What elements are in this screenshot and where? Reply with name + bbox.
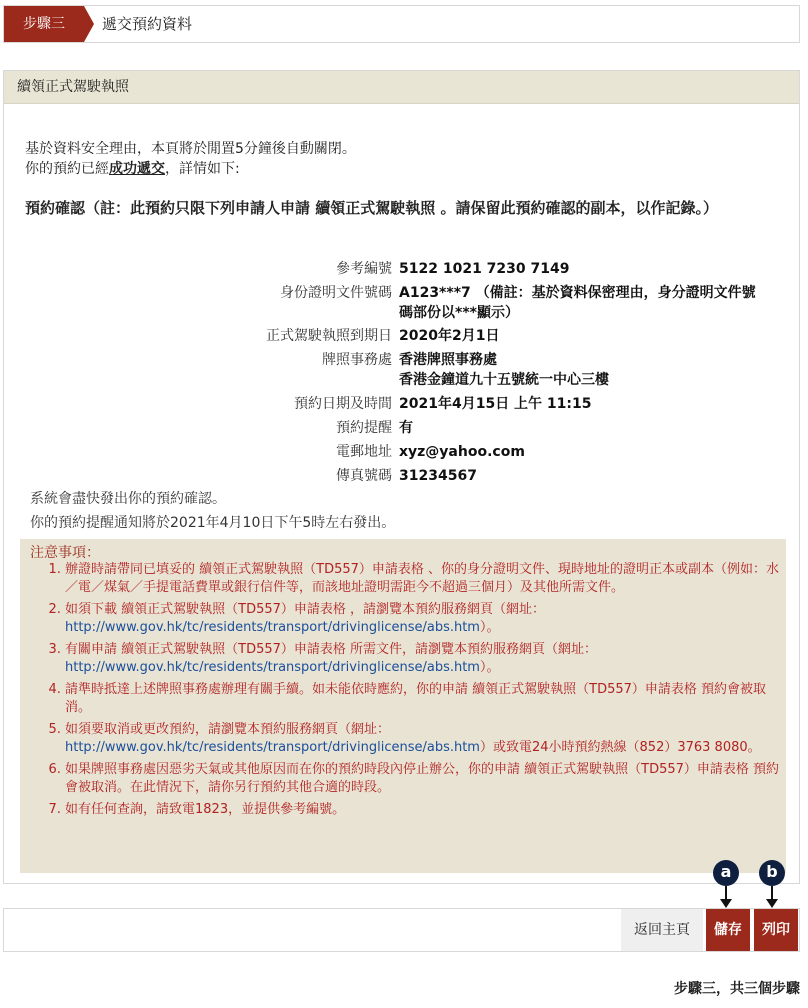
office-address: 香港金鐘道九十五號統一中心三樓 xyxy=(399,372,609,388)
detail-value: xyz@yahoo.com xyxy=(399,444,525,460)
intro-line-2 xyxy=(25,159,356,179)
detail-label: 牌照事務處 xyxy=(322,352,392,368)
step-badge: 步驟三 xyxy=(4,6,84,42)
id-note: （備註：基於資料保密理由，身分證明文件號碼部份以***顯示） xyxy=(399,285,756,321)
notice-text: 如有任何查詢，請致電1823，並提供參考編號。 xyxy=(65,802,346,817)
notice-item xyxy=(65,761,785,797)
notice-text: 如果牌照事務處因惡劣天氣或其他原因而在你的預約時段內停止辦公，你的申請 續領正式駕駛執照（TD557）申請表格 預約會被取消。在此情況下，請你另行預約其他合適的時段。 xyxy=(65,762,780,795)
detail-label: 正式駕駛執照到期日 xyxy=(266,328,392,344)
id-value: A123***7 xyxy=(399,285,471,301)
arrow-b-line xyxy=(771,886,773,900)
detail-label: 身份證明文件號碼 xyxy=(280,285,392,301)
notice-link[interactable]: http://www.gov.hk/tc/residents/transport/drivinglicense/abs.htm xyxy=(65,740,480,755)
marker-a: a xyxy=(713,860,739,886)
notice-text: 辦證時請帶同已填妥的 續領正式駕駛執照（TD557）申請表格 、你的身分證明文件、現時地址的證明正本或副本（例如：水／電／煤氣／手提電話費單或銀行信件等，而該地址證明需距今不超過三個月）及其他所需文件。 xyxy=(65,562,780,595)
intro-suffix: ，詳情如下: xyxy=(165,161,240,177)
confirmation-title: 預約確認（註：此預約只限下列申請人申請 續領正式駕駛執照 。請保留此預約確認的副本，以作記錄。） xyxy=(25,199,718,217)
detail-label: 傳真號碼 xyxy=(336,468,392,484)
notice-item xyxy=(65,641,785,677)
arrow-a-line xyxy=(725,886,727,900)
intro-success: 成功遞交 xyxy=(109,161,165,177)
save-button[interactable]: 儲存 xyxy=(706,909,750,951)
arrow-b-head-icon xyxy=(766,899,778,908)
confirmation-panel xyxy=(3,70,800,884)
marker-b: b xyxy=(759,860,785,886)
step-header xyxy=(3,5,800,43)
notice-item xyxy=(65,561,785,597)
notice-item xyxy=(65,601,785,637)
notice-item xyxy=(65,721,785,757)
detail-label: 預約日期及時間 xyxy=(294,396,392,412)
detail-value: 有 xyxy=(399,420,413,436)
office-name: 香港牌照事務處 xyxy=(399,352,497,368)
notice-text: ）或致電24小時預約熱線（852）3763 8080。 xyxy=(479,740,761,755)
detail-value xyxy=(399,283,769,323)
notice-item xyxy=(65,681,785,717)
intro-prefix: 你的預約已經 xyxy=(25,161,109,177)
print-button[interactable]: 列印 xyxy=(754,909,798,951)
notice-text: 請準時抵達上述牌照事務處辦理有關手續。如未能依時應約，你的申請 續領正式駕駛執照（TD557）申請表格 預約會被取消。 xyxy=(65,682,767,715)
home-button[interactable]: 返回主頁 xyxy=(621,909,703,951)
step-title: 遞交預約資料 xyxy=(102,15,193,33)
system-message-confirm: 系統會盡快發出你的預約確認。 xyxy=(30,491,226,507)
arrow-a-head-icon xyxy=(720,899,732,908)
bottom-action-bar xyxy=(3,908,800,952)
notice-list xyxy=(20,561,785,823)
system-message-reminder: 你的預約提醒通知將於2021年4月10日下午5時左右發出。 xyxy=(30,515,396,531)
panel-heading: 續領正式駕駛執照 xyxy=(4,71,799,104)
notice-text: ）。 xyxy=(479,660,500,675)
intro-line-1: 基於資料安全理由，本頁將於閒置5分鐘後自動關閉。 xyxy=(25,141,356,157)
notice-text: 如須要取消或更改預約，請瀏覽本預約服務網頁（網址： xyxy=(65,722,391,737)
detail-value xyxy=(399,350,769,390)
notice-link[interactable]: http://www.gov.hk/tc/residents/transport/drivinglicense/abs.htm xyxy=(65,620,480,635)
notice-text: ）。 xyxy=(479,620,500,635)
step-arrow-icon xyxy=(84,6,94,42)
detail-label: 參考編號 xyxy=(336,261,392,277)
notice-box xyxy=(20,539,786,873)
notice-text: 有關申請 續領正式駕駛執照（TD557）申請表格 所需文件，請瀏覽本預約服務網頁（網址： xyxy=(65,642,598,657)
detail-value: 31234567 xyxy=(399,468,477,484)
detail-label: 預約提醒 xyxy=(336,420,392,436)
notice-item xyxy=(65,801,785,819)
footer-step-indicator: 步驟三，共三個步驟 xyxy=(674,981,800,997)
notice-link[interactable]: http://www.gov.hk/tc/residents/transport/drivinglicense/abs.htm xyxy=(65,660,480,675)
notice-text: 如須下載 續領正式駕駛執照（TD557）申請表格 ，請瀏覽本預約服務網頁（網址： xyxy=(65,602,546,617)
intro-text xyxy=(25,139,356,179)
detail-label: 電郵地址 xyxy=(336,444,392,460)
detail-value: 5122 1021 7230 7149 xyxy=(399,261,570,277)
notice-title: 注意事項： xyxy=(30,545,100,561)
detail-value: 2021年4月15日 上午 11:15 xyxy=(399,396,592,412)
detail-value: 2020年2月1日 xyxy=(399,328,500,344)
